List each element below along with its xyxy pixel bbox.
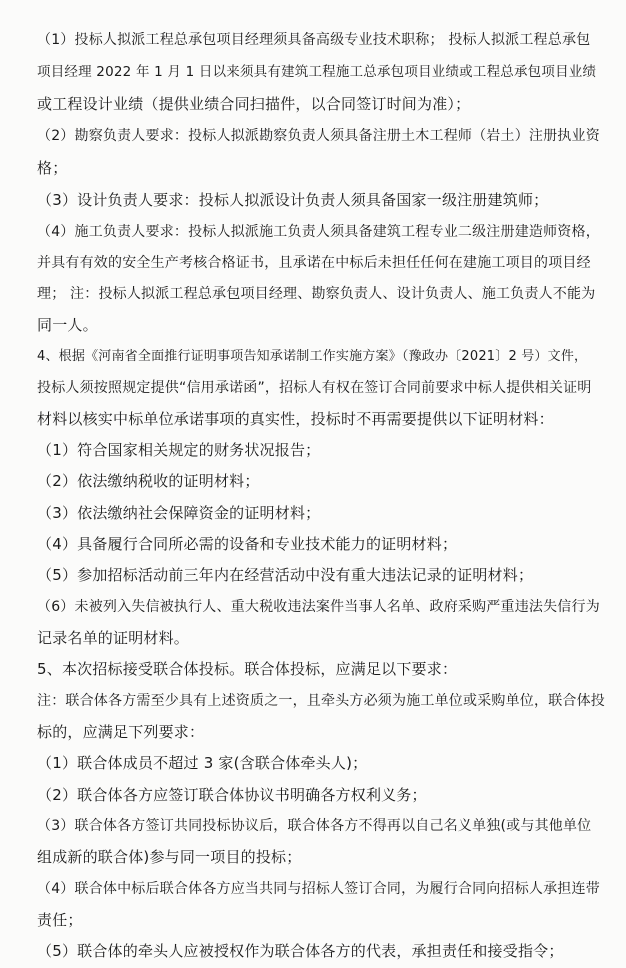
text-line: 4、根据《河南省全面推行证明事项告知承诺制工作实施方案》（豫政办〔2021〕2 号）文件， bbox=[37, 349, 588, 364]
text-line: 注：联合体各方需至少具有上述资质之一，且牵头方必须为施工单位或采购单位，联合体投 bbox=[37, 693, 605, 709]
text-line: 组成新的联合体)参与同一项目的投标； bbox=[37, 848, 302, 866]
text-line: （3）设计负责人要求：投标人拟派设计负责人须具备国家一级注册建筑师； bbox=[37, 191, 549, 209]
text-line: （2）勘察负责人要求：投标人拟派勘察负责人须具备注册土木工程师（岩土）注册执业资 bbox=[37, 128, 600, 144]
text-line: （4）联合体中标后联合体各方应当共同与招标人签订合同，为履行合同向招标人承担连带 bbox=[37, 881, 600, 897]
text-line: （1）联合体成员不超过 3 家(含联合体牵头人)； bbox=[37, 754, 368, 772]
text-line: 标的，应满足下列要求： bbox=[37, 723, 205, 741]
text-line: 5、本次招标接受联合体投标。联合体投标，应满足以下要求： bbox=[37, 660, 458, 678]
text-line: 责任； bbox=[37, 911, 83, 929]
text-line: （5）参加招标活动前三年内在经营活动中没有重大违法记录的证明材料； bbox=[37, 566, 534, 584]
text-line: （3）依法缴纳社会保障资金的证明材料； bbox=[37, 504, 321, 522]
text-line: 同一人。 bbox=[37, 316, 98, 334]
text-line: 格； bbox=[37, 159, 68, 177]
text-line: 材料以核实中标单位承诺事项的真实性，投标时不再需要提供以下证明材料： bbox=[37, 410, 554, 428]
text-line: （3）联合体各方签订共同投标协议后，联合体各方不得再以自己名义单独(或与其他单位 bbox=[37, 818, 592, 834]
text-line: 记录名单的证明材料。 bbox=[37, 629, 190, 647]
text-line: 并具有有效的安全生产考核合格证书，且承诺在中标后未担任任何在建施工项目的项目经 bbox=[37, 255, 591, 271]
text-line: （5）联合体的牵头人应被授权作为联合体各方的代表，承担责任和接受指令； bbox=[37, 942, 564, 960]
text-line: （1）投标人拟派工程总承包项目经理须具备高级专业技术职称； 投标人拟派工程总承包 bbox=[37, 32, 591, 48]
text-line: （4）具备履行合同所必需的设备和专业技术能力的证明材料； bbox=[37, 535, 458, 553]
text-line: 或工程设计业绩（提供业绩合同扫描件，以合同签订时间为准）； bbox=[37, 95, 471, 113]
text-line: 理； 注：投标人拟派工程总承包项目经理、勘察负责人、设计负责人、施工负责人不能为 bbox=[37, 286, 596, 302]
text-line: （1）符合国家相关规定的财务状况报告； bbox=[37, 441, 321, 459]
text-line: （2）联合体各方应签订联合体协议书明确各方权利义务； bbox=[37, 786, 427, 804]
text-line: （6）未被列入失信被执行人、重大税收违法案件当事人名单、政府采购严重违法失信行为 bbox=[37, 599, 600, 615]
text-line: （4）施工负责人要求：投标人拟派施工负责人须具备建筑工程专业二级注册建造师资格， bbox=[37, 224, 600, 240]
text-line: 项目经理 2022 年 1 月 1 日以来须具有建筑工程施工总承包项目业绩或工程总承包项目业绩 bbox=[37, 64, 597, 80]
text-line: （2）依法缴纳税收的证明材料； bbox=[37, 472, 260, 490]
text-line: 投标人须按照规定提供“信用承诺函”，招标人有权在签订合同前要求中标人提供相关证明 bbox=[37, 380, 592, 396]
